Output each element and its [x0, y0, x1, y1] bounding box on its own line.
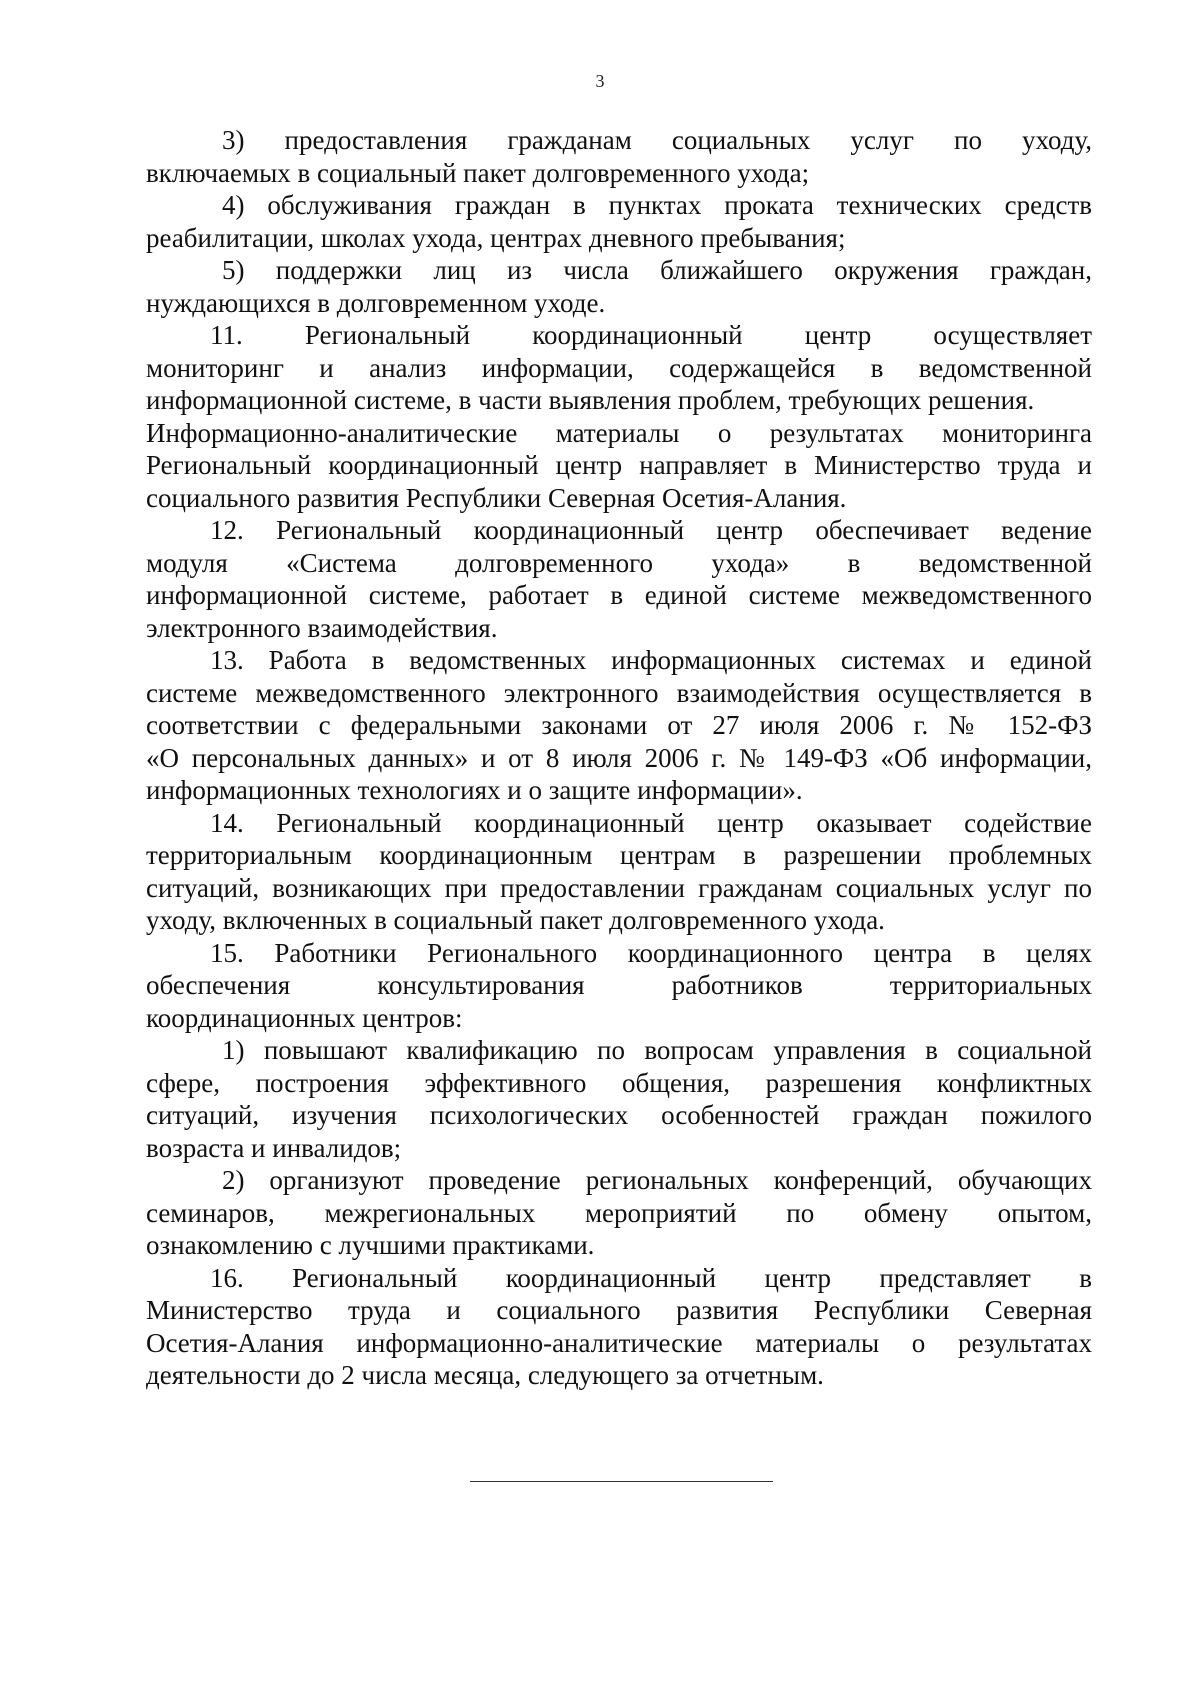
text-line: включаемых в социальный пакет долговременного ухода;	[146, 157, 810, 188]
text-line: 12. Региональный координационный центр обеспечивает ведение	[210, 515, 1092, 545]
text-line: мониторинг и анализ информации, содержащейся в ведомственной	[146, 352, 1092, 383]
list-item-3	[146, 124, 1092, 189]
text-line: Министерство труда и социального развития Республики Северная	[146, 1295, 1092, 1325]
sub-item-2	[146, 1164, 1092, 1262]
clause-13	[146, 644, 1092, 807]
end-divider	[470, 1481, 773, 1482]
text-line: соответствии с федеральными законами от 27 июля 2006 г. № 152-ФЗ	[146, 710, 1092, 740]
text-line: информационной системе, работает в единой системе межведомственного	[146, 580, 1092, 610]
text-line: обеспечения консультирования работников территориальных	[146, 970, 1092, 1000]
text-line: Информационно-аналитические материалы о результатах мониторинга	[146, 417, 1092, 448]
text-line: 5) поддержки лиц из числа ближайшего окружения граждан,	[222, 255, 1092, 285]
text-line: 14. Региональный координационный центр оказывает содействие	[210, 807, 1092, 838]
sub-item-1	[146, 1034, 1092, 1164]
text-line: Осетия-Алания информационно-аналитические материалы о результатах	[146, 1327, 1092, 1358]
text-line: информационных технологиях и о защите информации».	[146, 775, 803, 805]
text-line: системе межведомственного электронного взаимодействия осуществляется в	[146, 677, 1092, 708]
clause-16	[146, 1262, 1092, 1392]
text-line: сфере, построения эффективного общения, разрешения конфликтных	[146, 1067, 1092, 1098]
text-line: 1) повышают квалификацию по вопросам управления в социальной	[222, 1035, 1092, 1065]
text-line: модуля «Система долговременного ухода» в ведомственной	[146, 547, 1092, 578]
text-line: ситуаций, возникающих при предоставлении гражданам социальных услуг по	[146, 872, 1092, 903]
text-line: 11. Региональный координационный центр осуществляет	[210, 320, 1092, 350]
text-line: 16. Региональный координационный центр представляет в	[210, 1262, 1092, 1293]
text-line: семинаров, межрегиональных мероприятий по обмену опытом,	[146, 1197, 1092, 1228]
text-line: ситуаций, изучения психологических особенностей граждан пожилого	[146, 1100, 1092, 1130]
text-line: социального развития Республики Северная Осетия-Алания.	[146, 482, 847, 513]
text-line: 2) организуют проведение региональных конференций, обучающих	[222, 1165, 1092, 1195]
clause-15	[146, 937, 1092, 1035]
text-line: деятельности до 2 числа месяца, следующего за отчетным.	[146, 1360, 824, 1390]
text-line: 13. Работа в ведомственных информационных системах и единой	[210, 645, 1092, 675]
text-line: электронного взаимодействия.	[146, 612, 498, 643]
text-line: территориальным координационным центрам в разрешении проблемных	[146, 840, 1092, 870]
text-line: «О персональных данных» и от 8 июля 2006 г. № 149-ФЗ «Об информации,	[146, 742, 1092, 773]
document-body	[146, 124, 1092, 1392]
text-line: уходу, включенных в социальный пакет долговременного ухода.	[146, 905, 885, 935]
clause-14	[146, 807, 1092, 937]
clause-12	[146, 514, 1092, 644]
text-line: 4) обслуживания граждан в пунктах проката технических средств	[222, 190, 1092, 220]
text-line: Региональный координационный центр направляет в Министерство труда и	[146, 450, 1092, 480]
text-line: ознакомлению с лучшими практиками.	[146, 1230, 595, 1260]
list-item-5	[146, 254, 1092, 319]
page-number: 3	[595, 71, 605, 91]
text-line: возраста и инвалидов;	[146, 1132, 402, 1163]
clause-11	[146, 319, 1092, 514]
list-item-4	[146, 189, 1092, 254]
text-line: 3) предоставления гражданам социальных услуг по уходу,	[222, 125, 1092, 155]
text-line: нуждающихся в долговременном уходе.	[146, 287, 606, 318]
text-line: реабилитации, школах ухода, центрах дневного пребывания;	[146, 222, 846, 253]
text-line: координационных центров:	[146, 1002, 463, 1033]
text-line: 15. Работники Регионального координационного центра в целях	[210, 937, 1092, 968]
text-line: информационной системе, в части выявления проблем, требующих решения.	[146, 385, 1035, 415]
